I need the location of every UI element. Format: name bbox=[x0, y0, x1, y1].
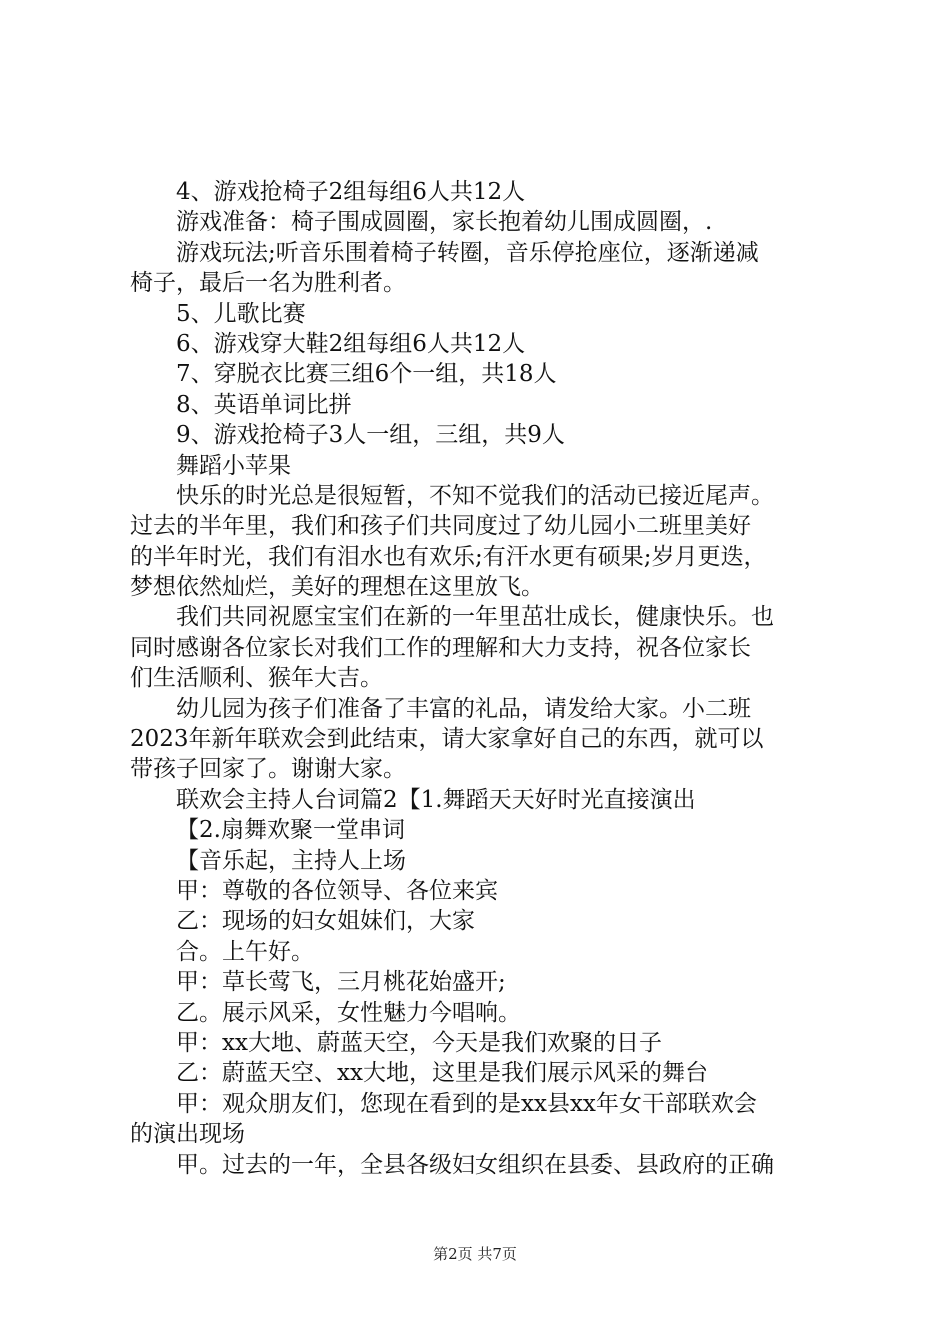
document-body bbox=[130, 177, 835, 1180]
text-line: 的演出现场 bbox=[130, 1121, 245, 1148]
text-line: 9、游戏抢椅子3人一组，三组，共9人 bbox=[176, 422, 565, 449]
page-number-footer: 第2页 共7页 bbox=[433, 1245, 517, 1263]
text-line: 乙：蔚蓝天空、xx大地，这里是我们展示风采的舞台 bbox=[176, 1060, 708, 1087]
text-line: 4、游戏抢椅子2组每组6人共12人 bbox=[176, 179, 526, 205]
text-line: 幼儿园为孩子们准备了丰富的礼品，请发给大家。小二班 bbox=[176, 695, 751, 722]
text-line: 同时感谢各位家长对我们工作的理解和大力支持，祝各位家长 bbox=[130, 634, 751, 661]
text-line: 合。上午好。 bbox=[176, 938, 314, 965]
text-line: 甲：尊敬的各位领导、各位来宾 bbox=[176, 877, 498, 904]
text-line: 甲：xx大地、蔚蓝天空，今天是我们欢聚的日子 bbox=[176, 1029, 662, 1056]
text-line: 舞蹈小苹果 bbox=[176, 452, 291, 479]
text-line: 甲。过去的一年，全县各级妇女组织在县委、县政府的正确 bbox=[176, 1151, 774, 1178]
text-line: 【音乐起，主持人上场 bbox=[176, 847, 406, 874]
text-line: 8、英语单词比拼 bbox=[176, 391, 352, 418]
text-line: 5、儿歌比赛 bbox=[176, 300, 306, 327]
text-line: 6、游戏穿大鞋2组每组6人共12人 bbox=[176, 330, 526, 357]
text-line: 我们共同祝愿宝宝们在新的一年里茁壮成长，健康快乐。也 bbox=[176, 604, 774, 631]
text-line: 7、穿脱衣比赛三组6个一组，共18人 bbox=[176, 361, 557, 388]
text-line: 的半年时光，我们有泪水也有欢乐;有汗水更有硕果;岁月更迭， bbox=[130, 543, 767, 570]
text-line: 2023年新年联欢会到此结束，请大家拿好自己的东西，就可以 bbox=[130, 726, 764, 753]
text-line: 带孩子回家了。谢谢大家。 bbox=[130, 756, 406, 783]
text-line: 甲：观众朋友们，您现在看到的是xx县xx年女干部联欢会 bbox=[176, 1090, 757, 1117]
text-line: 椅子，最后一名为胜利者。 bbox=[130, 270, 406, 297]
text-line: 过去的半年里，我们和孩子们共同度过了幼儿园小二班里美好 bbox=[130, 513, 751, 540]
text-line: 【2.扇舞欢聚一堂串词 bbox=[176, 817, 405, 844]
text-line: 游戏玩法;听音乐围着椅子转圈，音乐停抢座位，逐渐递减 bbox=[176, 239, 759, 266]
text-line: 梦想依然灿烂，美好的理想在这里放飞。 bbox=[130, 574, 544, 601]
text-line: 快乐的时光总是很短暂，不知不觉我们的活动已接近尾声。 bbox=[176, 482, 774, 509]
text-line: 乙：现场的妇女姐妹们，大家 bbox=[176, 908, 475, 935]
text-line: 甲：草长莺飞，三月桃花始盛开; bbox=[176, 969, 506, 996]
text-line: 们生活顺利、猴年大吉。 bbox=[130, 665, 383, 692]
text-line: 游戏准备：椅子围成圆圈，家长抱着幼儿围成圆圈，. bbox=[176, 209, 713, 236]
text-line: 联欢会主持人台词篇2【1.舞蹈天天好时光直接演出 bbox=[176, 786, 696, 813]
text-line: 乙。展示风采，女性魅力今唱响。 bbox=[176, 999, 521, 1026]
